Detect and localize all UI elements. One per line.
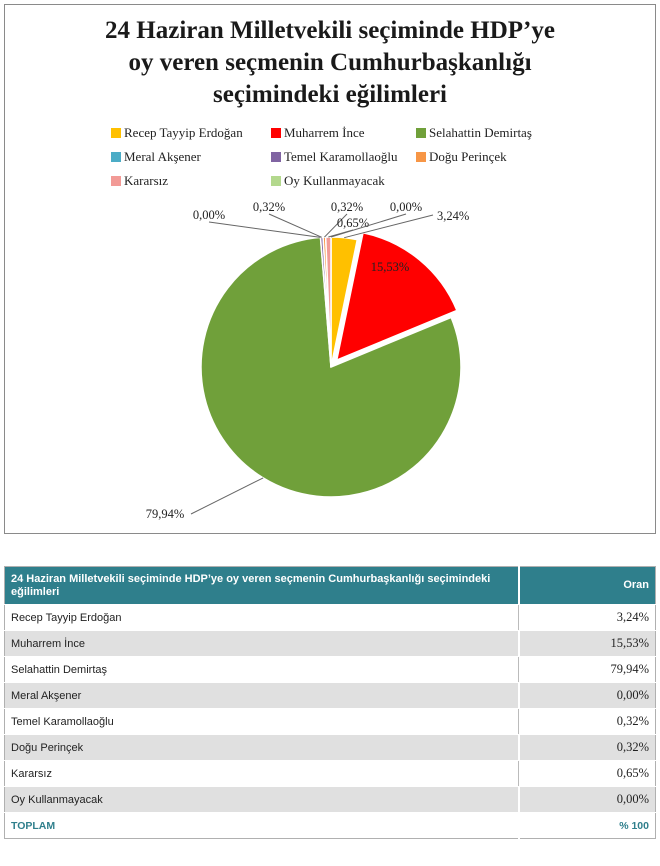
table-row	[5, 683, 656, 709]
data-label-recep-tayyip-erdogan: 3,24%	[437, 209, 470, 223]
chart-title-line-3: seçimindeki eğilimleri	[213, 81, 447, 108]
legend-label: Temel Karamollaoğlu	[284, 149, 398, 164]
table-row	[5, 735, 656, 761]
legend-label: Selahattin Demirtaş	[429, 125, 532, 140]
row-label-dogu-perincek: Doğu Perinçek	[5, 735, 519, 761]
data-label-dogu-perincek: 0,32%	[330, 200, 364, 214]
table-row	[5, 631, 656, 657]
pie-chart	[5, 5, 657, 535]
legend-label: Meral Akşener	[124, 149, 201, 164]
data-label-kararsiz: 0,65%	[336, 216, 370, 230]
table-row	[5, 787, 656, 813]
row-label-selahattin-demirtas: Selahattin Demirtaş	[5, 657, 519, 683]
legend-label: Doğu Perinçek	[429, 149, 507, 164]
row-label-temel-karamollaoglu: Temel Karamollaoğlu	[5, 709, 519, 735]
table-body	[5, 605, 656, 839]
table-header-row	[5, 567, 656, 605]
legend-label: Oy Kullanmayacak	[284, 173, 385, 188]
row-value-oy-kullanmayacak: 0,00%	[519, 787, 656, 813]
data-label-oy-kullanmayacak: 0,00%	[389, 200, 423, 214]
row-value-selahattin-demirtas: 79,94%	[519, 657, 656, 683]
row-label-oy-kullanmayacak: Oy Kullanmayacak	[5, 787, 519, 813]
row-label-recep-tayyip-erdogan: Recep Tayyip Erdoğan	[5, 605, 519, 631]
legend-label: Muharrem İnce	[284, 125, 365, 140]
data-label-meral-aksener: 0,00%	[192, 208, 226, 222]
row-label-muharrem-ince: Muharrem İnce	[5, 631, 519, 657]
row-label-meral-aksener: Meral Akşener	[5, 683, 519, 709]
leader-line-selahattin-demirtas	[191, 478, 263, 514]
table-row	[5, 761, 656, 787]
chart-title-line-2: oy veren seçmenin Cumhurbaşkanlığı	[128, 49, 532, 76]
chart-title-line-1: 24 Haziran Milletvekili seçiminde HDP’ye	[105, 17, 555, 44]
results-table	[4, 566, 656, 839]
chart-panel	[4, 4, 656, 534]
legend-label: Recep Tayyip Erdoğan	[124, 125, 243, 140]
row-value-muharrem-ince: 15,53%	[519, 631, 656, 657]
row-value-kararsiz: 0,65%	[519, 761, 656, 787]
table-header-value: Oran	[519, 567, 656, 605]
table-header-label: 24 Haziran Milletvekili seçiminde HDP’ye oy veren seçmenin Cumhurbaşkanlığı seçimindeki eğilimleri	[5, 567, 519, 605]
row-value-temel-karamollaoglu: 0,32%	[519, 709, 656, 735]
data-label-temel-karamollaoglu: 0,32%	[252, 200, 286, 214]
row-value-dogu-perincek: 0,32%	[519, 735, 656, 761]
legend-label: Kararsız	[124, 173, 169, 188]
table-row	[5, 813, 656, 839]
table-row	[5, 657, 656, 683]
results-table-grid	[4, 566, 656, 839]
row-value-recep-tayyip-erdogan: 3,24%	[519, 605, 656, 631]
row-label-kararsiz: Kararsız	[5, 761, 519, 787]
table-row	[5, 709, 656, 735]
row-label-total: TOPLAM	[5, 813, 519, 839]
table-row	[5, 605, 656, 631]
data-label-selahattin-demirtas: 79,94%	[145, 507, 185, 521]
row-value-total: % 100	[519, 813, 656, 839]
row-value-meral-aksener: 0,00%	[519, 683, 656, 709]
data-label-muharrem-ince: 15,53%	[370, 260, 410, 274]
